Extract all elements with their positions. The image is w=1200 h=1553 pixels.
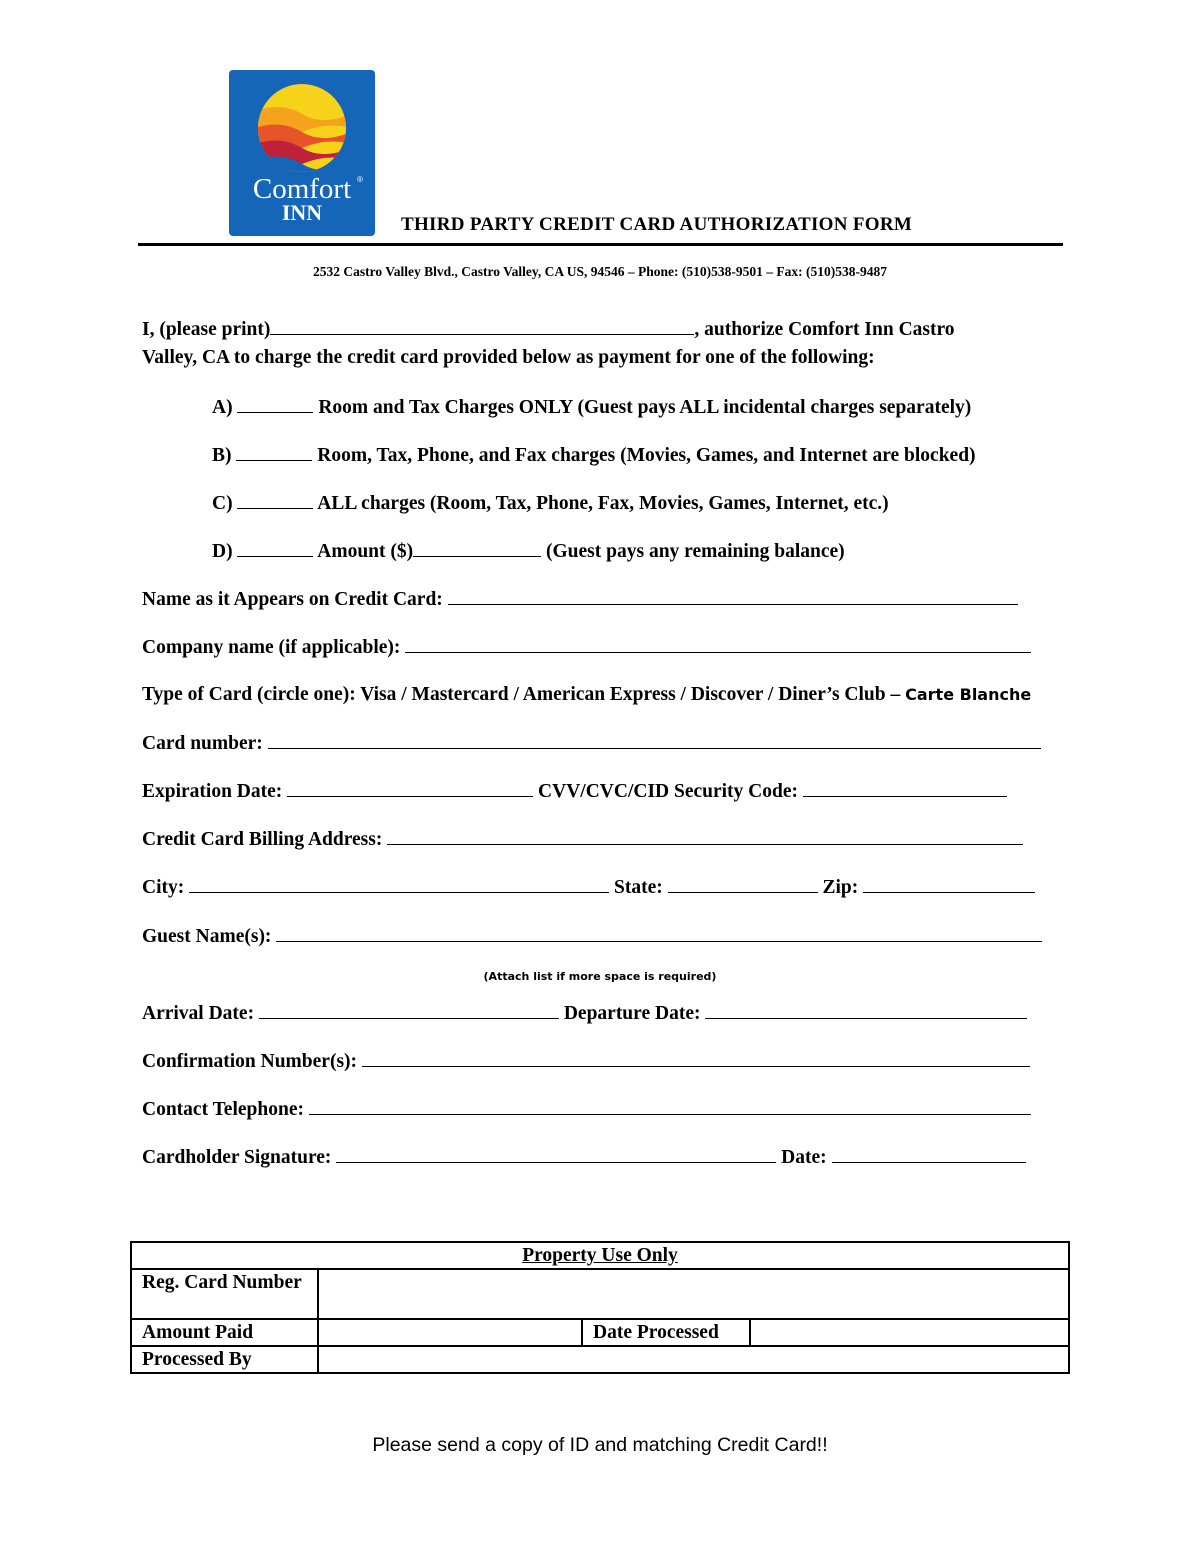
expiration-field[interactable] [287,780,533,797]
confirmation-field[interactable] [362,1050,1030,1067]
billing-address-row: Credit Card Billing Address: [142,828,1023,851]
option-d: D) Amount ($) (Guest pays any remaining balance) [212,541,845,562]
reg-card-label: Reg. Card Number [131,1269,318,1319]
print-name-field[interactable] [270,318,694,335]
expiration-row: Expiration Date: CVV/CVC/CID Security Code: [142,780,1007,803]
option-d-field[interactable] [237,540,313,557]
attach-note: (Attach list if more space is required) [483,970,717,983]
property-use-table [130,1241,1070,1374]
guest-names-field[interactable] [276,925,1042,942]
confirmation-row: Confirmation Number(s): [142,1050,1030,1073]
city-field[interactable] [189,876,609,893]
intro-line-2: Valley, CA to charge the credit card provided below as payment for one of the following: [142,347,875,368]
carte-blanche-option[interactable]: Carte Blanche [905,685,1032,704]
card-number-row: Card number: [142,732,1041,755]
date-processed-label: Date Processed [582,1319,750,1346]
amount-paid-cell[interactable] [318,1319,582,1346]
card-number-field[interactable] [268,732,1041,749]
intro-trail: , authorize Comfort Inn Castro [694,319,955,340]
arrival-date-field[interactable] [259,1002,559,1019]
amount-paid-label: Amount Paid [131,1319,318,1346]
option-a: A) Room and Tax Charges ONLY (Guest pays ALL incidental charges separately) [212,397,972,418]
signature-field[interactable] [336,1146,776,1163]
option-b: B) Room, Tax, Phone, and Fax charges (Movies, Games, and Internet are blocked) [212,445,976,466]
name-on-card-field[interactable] [448,588,1018,605]
company-row: Company name (if applicable): [142,636,1031,659]
guest-names-row: Guest Name(s): [142,925,1042,948]
date-processed-cell[interactable] [750,1319,1069,1346]
name-on-card-row: Name as it Appears on Credit Card: [142,588,1018,611]
reg-card-cell[interactable] [318,1269,1069,1319]
processed-by-label: Processed By [131,1346,318,1373]
zip-field[interactable] [863,876,1035,893]
option-c-field[interactable] [237,492,313,509]
departure-date-field[interactable] [705,1002,1027,1019]
billing-address-field[interactable] [387,828,1023,845]
dates-row: Arrival Date: Departure Date: [142,1002,1027,1025]
intro-line-1 [142,318,955,341]
signature-row: Cardholder Signature: Date: [142,1146,1026,1169]
sun-waves-icon [229,70,375,236]
property-use-title: Property Use Only [131,1242,1069,1269]
svg-text:®: ® [357,175,363,184]
amount-field[interactable] [413,540,541,557]
telephone-row: Contact Telephone: [142,1098,1031,1121]
company-field[interactable] [405,636,1031,653]
state-field[interactable] [668,876,818,893]
comfort-inn-logo [229,70,375,236]
form-title: THIRD PARTY CREDIT CARD AUTHORIZATION FORM [401,214,913,235]
card-type-options[interactable]: Visa / Mastercard / American Express / Discover / Diner’s Club – [360,684,901,705]
option-c: C) ALL charges (Room, Tax, Phone, Fax, Movies, Games, Internet, etc.) [212,493,889,514]
card-type-row: Type of Card (circle one): Visa / Mastercard / American Express / Discover / Diner’s Club – Carte Blanche [142,684,1032,705]
option-b-field[interactable] [236,444,312,461]
header-divider [138,243,1063,246]
hotel-address: 2532 Castro Valley Blvd., Castro Valley, CA US, 94546 – Phone: (510)538-9501 – Fax: (510)538-9487 [312,264,887,279]
svg-text:Comfort: Comfort [252,173,352,205]
processed-by-cell[interactable] [318,1346,1069,1373]
city-row: City: State: Zip: [142,876,1035,899]
footer-note: Please send a copy of ID and matching Credit Card!! [372,1434,828,1456]
security-code-field[interactable] [803,780,1007,797]
intro-lead: I, (please print) [142,319,271,340]
option-a-field[interactable] [237,396,313,413]
svg-text:INN: INN [281,200,323,225]
telephone-field[interactable] [309,1098,1031,1115]
signature-date-field[interactable] [832,1146,1026,1163]
